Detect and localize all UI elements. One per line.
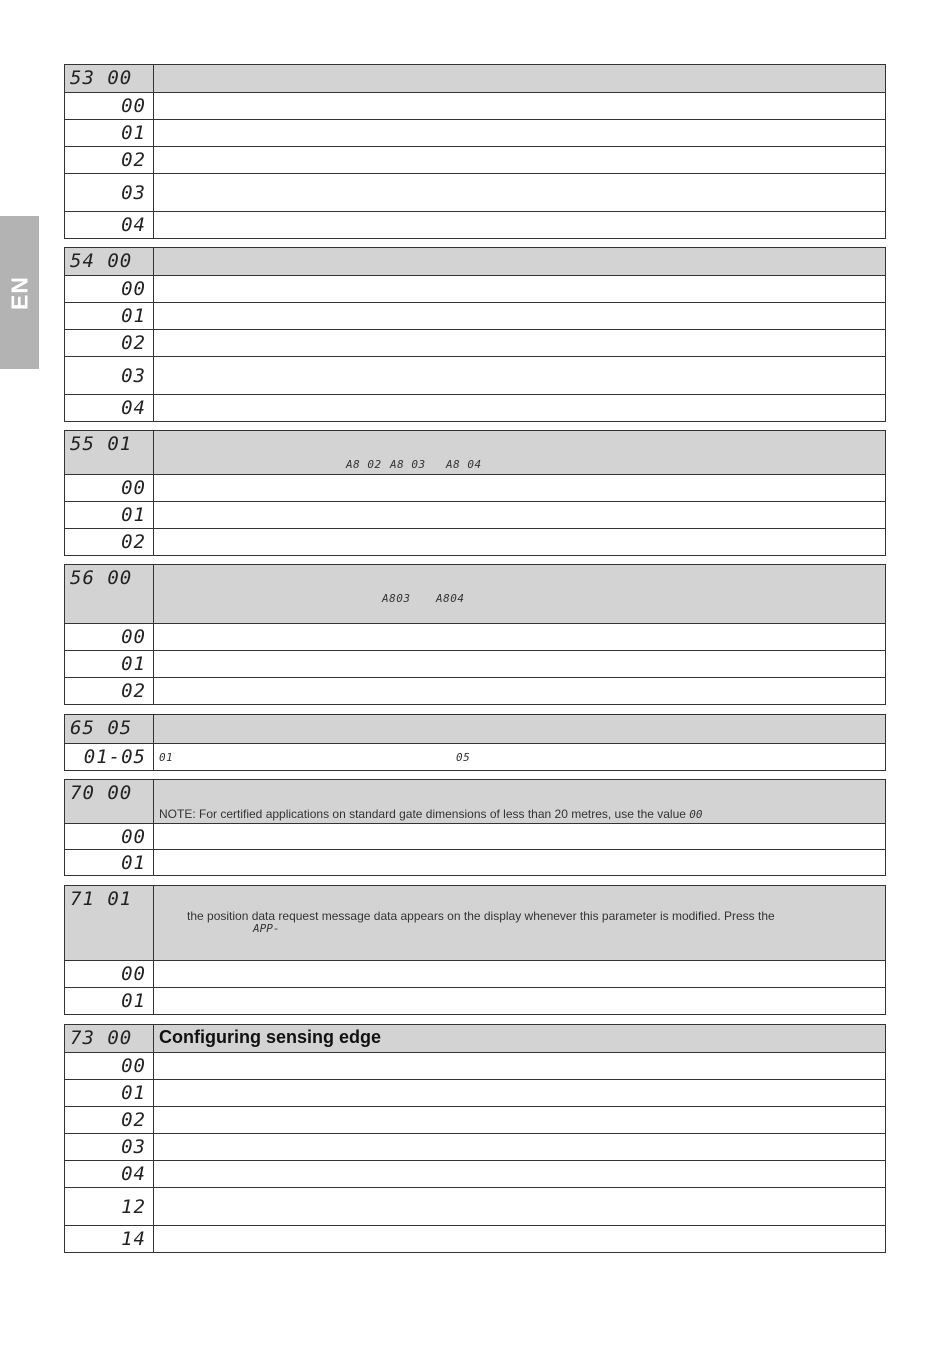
param-value: 04 [121,214,146,236]
param-code-cell [65,65,154,93]
value-cell [65,174,154,212]
value-description [154,395,886,422]
param-code: 54 00 [70,250,133,272]
param-value: 01 [121,504,146,526]
param-code: 65 05 [70,717,133,739]
value-description [154,744,886,771]
value-cell [65,678,154,705]
param-value: 00 [121,1055,146,1077]
value-description [154,824,886,850]
param-value: 02 [121,149,146,171]
value-description [154,303,886,330]
param-code-cell [65,565,154,624]
param-description [154,248,886,276]
value-cell [65,120,154,147]
param-value: 00 [121,95,146,117]
value-description [154,174,886,212]
value-description [154,357,886,395]
value-description [154,502,886,529]
value-description [154,1080,886,1107]
param-table-55 [64,430,886,556]
param-code: 73 00 [70,1027,133,1049]
value-description [154,1107,886,1134]
value-description [154,678,886,705]
param-table-54 [64,247,886,422]
value-cell [65,850,154,876]
value-description [154,1161,886,1188]
value-description [154,529,886,556]
param-code: 56 00 [70,567,133,589]
value-cell [65,529,154,556]
param-code-cell [65,715,154,744]
param-title: Configuring sensing edge [154,1025,886,1053]
language-tab [0,216,39,369]
param-value: 04 [121,397,146,419]
param-value: 01 [121,851,146,874]
value-cell [65,624,154,651]
param-code-cell [65,248,154,276]
param-value: 00 [121,477,146,499]
value-description [154,276,886,303]
value-cell [65,824,154,850]
value-description [154,1188,886,1226]
param-code-cell [65,431,154,475]
param-description [154,715,886,744]
value-cell [65,1161,154,1188]
param-table-65 [64,714,886,771]
param-table-71 [64,885,886,1015]
param-table-73 [64,1024,886,1253]
value-cell [65,395,154,422]
param-value-range: 01-05 [83,746,146,768]
param-value: 12 [121,1195,146,1218]
param-code: 70 00 [70,782,133,804]
value-cell [65,1226,154,1253]
param-value: 03 [121,364,146,387]
value-description [154,624,886,651]
param-value: 14 [121,1228,146,1250]
value-description [154,93,886,120]
value-cell [65,1080,154,1107]
param-code-cell [65,780,154,824]
param-value: 00 [121,825,146,848]
param-value: 01 [121,122,146,144]
ref-code: A804 [436,592,465,605]
value-cell [65,212,154,239]
ref-code: A8 03 [390,458,426,471]
param-value: 02 [121,1109,146,1131]
language-label: EN [6,275,32,310]
param-code-cell [65,1025,154,1053]
value-description [154,212,886,239]
param-table-53 [64,64,886,239]
param-description [154,65,886,93]
param-value: 01 [121,990,146,1012]
value-cell [65,147,154,174]
param-value: 01 [121,1082,146,1104]
ref-code: A8 02 [346,458,382,471]
value-cell [65,1134,154,1161]
value-cell [65,1107,154,1134]
note-text: NOTE: For certified applications on standard gate dimensions of less than 20 metres, use the value [159,807,686,821]
value-cell [65,1188,154,1226]
param-value: 02 [121,531,146,553]
param-value: 04 [121,1163,146,1185]
ref-code: A803 [382,592,411,605]
param-code: 55 01 [70,433,133,455]
note-value: 00 [689,808,703,821]
value-description [154,330,886,357]
value-description [154,850,886,876]
param-value: 00 [121,626,146,648]
param-description [154,780,886,824]
param-value: 01 [121,653,146,675]
value-description [154,1053,886,1080]
param-value: 03 [121,1136,146,1158]
value-cell [65,502,154,529]
value-description [154,120,886,147]
position-data-text: the position data request message data appears on the display whenever this parameter is modified. Press the [187,909,775,923]
param-value: 02 [121,332,146,354]
param-code: 71 01 [70,888,133,910]
param-value: 03 [121,181,146,204]
param-code: 53 00 [70,67,133,89]
value-cell [65,276,154,303]
app-code: APP- [253,922,280,935]
value-description [154,961,886,988]
param-table-70 [64,779,886,876]
value-cell [65,303,154,330]
param-description [154,886,886,961]
value-cell [65,357,154,395]
param-value: 02 [121,680,146,702]
param-code-cell [65,886,154,961]
value-description [154,1226,886,1253]
range-min: 01 [159,751,174,764]
value-cell [65,1053,154,1080]
param-value: 01 [121,305,146,327]
value-cell [65,744,154,771]
range-max: 05 [456,751,471,764]
param-value: 00 [121,963,146,985]
value-cell [65,93,154,120]
value-description [154,147,886,174]
value-description [154,475,886,502]
value-description [154,651,886,678]
param-table-56 [64,564,886,705]
ref-code: A8 04 [446,458,482,471]
param-value: 00 [121,278,146,300]
value-cell [65,651,154,678]
value-cell [65,988,154,1015]
value-cell [65,475,154,502]
param-description [154,565,886,624]
value-cell [65,961,154,988]
value-description [154,1134,886,1161]
param-description [154,431,886,475]
value-cell [65,330,154,357]
value-description [154,988,886,1015]
